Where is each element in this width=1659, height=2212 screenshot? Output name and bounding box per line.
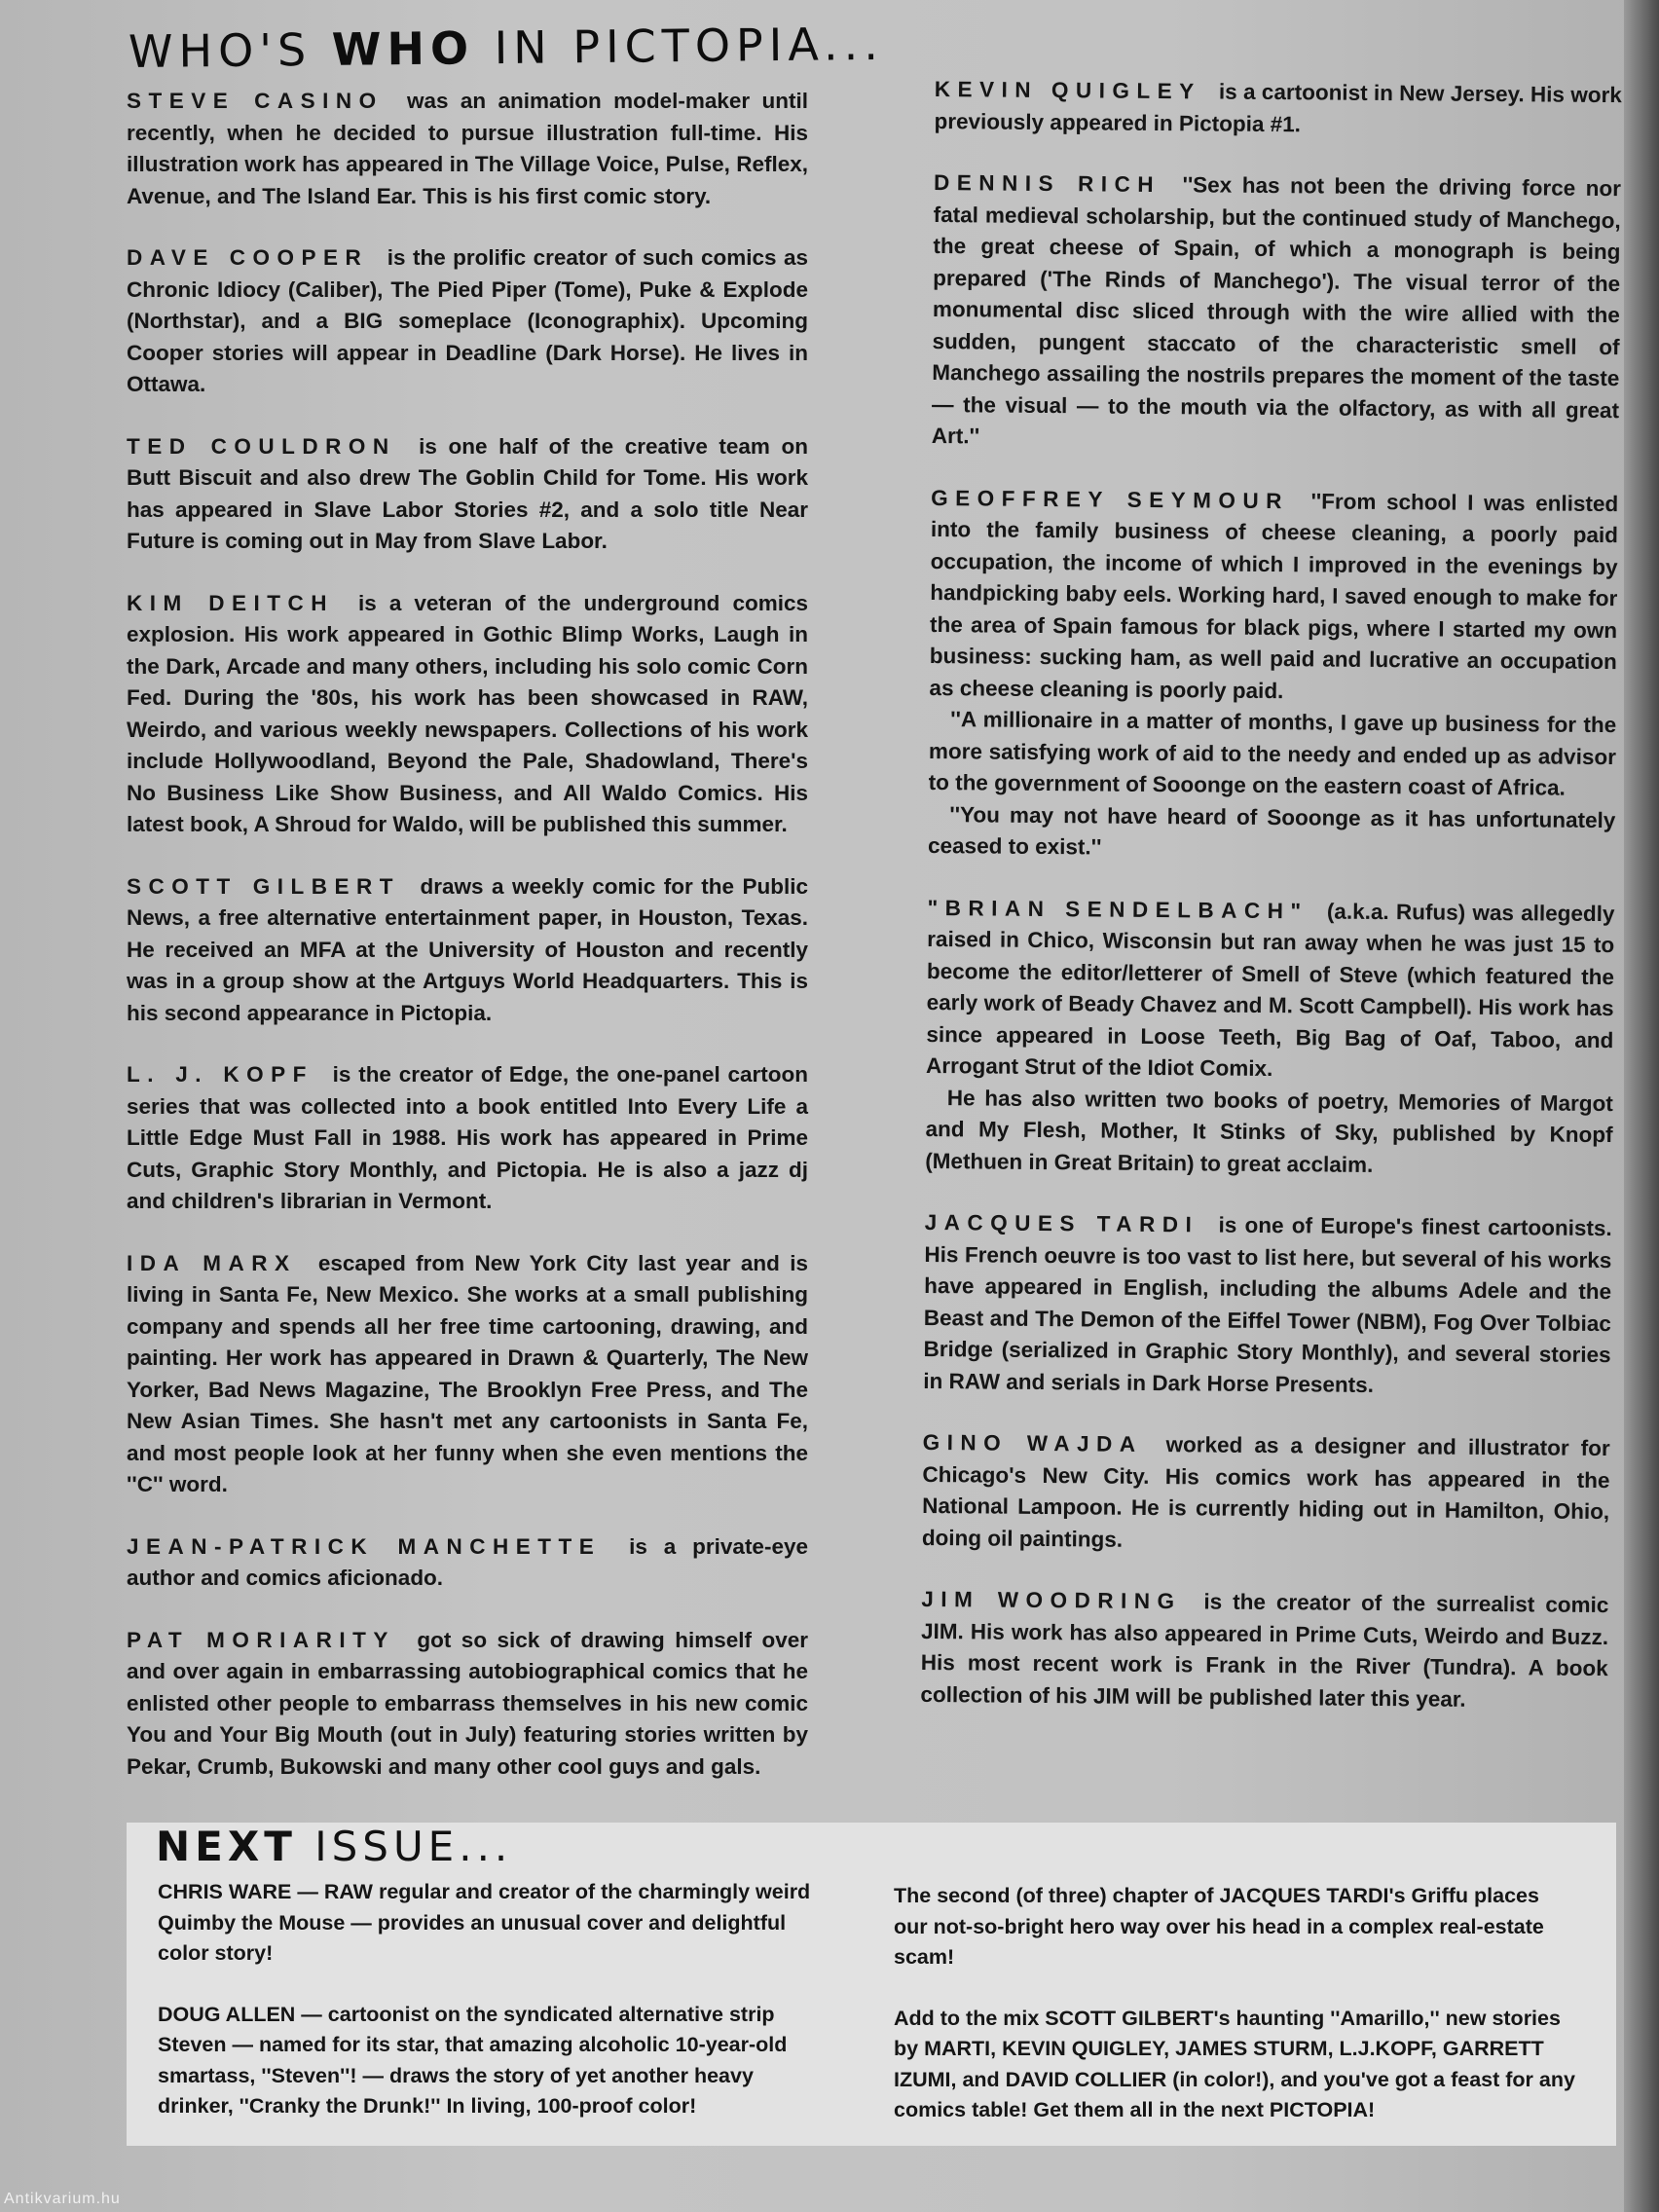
right-column <box>920 74 1622 1747</box>
bio-name: JACQUES TARDI <box>924 1209 1199 1237</box>
bio-kim-deitch <box>127 588 808 841</box>
page-edge-shadow <box>1624 0 1659 2212</box>
bio-text: draws a weekly comic for the Public News, a free alternative entertainment paper, in Houston, Texas. He received an MFA at the University of Houston and recently was in a group show at the Artguys World Headquarters. This is his second appearance in Pictopia. <box>127 873 808 1025</box>
bio-name: KEVIN QUIGLEY <box>934 76 1201 104</box>
bio-text: is the prolific creator of such comics as Chronic Idiocy (Caliber), The Pied Piper (Tome), Puke & Explode (Northstar), and a BIG someplace (Iconographix). Upcoming Cooper stories will appear in Deadline (Dark Horse). He lives in Ottawa. <box>127 245 809 396</box>
bio-jean-patrick-manchette <box>127 1531 808 1595</box>
bio-name: JEAN-PATRICK MANCHETTE <box>127 1533 602 1559</box>
next-issue-item: The second (of three) chapter of JACQUES TARDI's Griffu places our not-so-bright hero way over his head in a complex real-estate scam! <box>894 1884 1544 1969</box>
bio-dave-cooper <box>127 242 808 401</box>
bio-name: GEOFFREY SEYMOUR <box>931 485 1290 513</box>
bio-name: "BRIAN SENDELBACH" <box>927 895 1309 923</box>
bio-text: was an animation model-maker until recently, when he decided to pursue illustration full-time. His illustration work has appeared in The Village Voice, Pulse, Reflex, Avenue, and The Island Ear. This is his first comic story. <box>127 89 808 208</box>
bio-text: is one half of the creative team on Butt Biscuit and also drew The Goblin Child for Tome. His work has appeared in Slave Labor Stories #2, and a solo title Near Future is coming out in May from Slave Labor. <box>127 433 808 553</box>
bio-pat-moriarity <box>127 1625 808 1784</box>
bio-name: L. J. KOPF <box>127 1062 313 1087</box>
bio-jacques-tardi <box>923 1207 1612 1403</box>
next-issue-left-column <box>158 1877 830 2153</box>
bio-text: ''Sex has not been the driving force nor fatal medieval scholarship, but the continued study of Manchego, the great cheese of Spain, of which a monograph is being prepared ('The Rinds of Manchego'). The visual terror of the monumental disc sliced through with the wire allied with the sudden, pungent staccato of the characteristic smell of Manchego assailing the nostrils prepares the moment of the taste — the visual — to the mouth via the olfactory, as with all great Art.'' <box>931 172 1622 449</box>
page-title <box>129 18 884 78</box>
bio-text: is one of Europe's finest cartoonists. His French oeuvre is too vast to list here, but several of his works have appeared in English, including the albums Adele and the Beast and The Demon of the Eiffel Tower (NBM), Fog Over Tolbiac Bridge (serialized in Graphic Story Monthly), and several stories in RAW and serials in Dark Horse Presents. <box>923 1212 1612 1397</box>
next-issue-title <box>156 1823 512 1870</box>
bio-name: STEVE CASINO <box>127 89 384 113</box>
bio-name: PAT MORIARITY <box>127 1627 395 1652</box>
bio-name: JIM WOODRING <box>921 1586 1182 1614</box>
bio-text: is the creator of Edge, the one-panel cartoon series that was collected into a book entitled Into Every Life a Little Edge Must Fall in 1988. His work has appeared in Prime Cuts, Graphic Story Monthly, and Pictopia. He is also a jazz dj and children's librarian in Vermont. <box>127 1062 808 1213</box>
bio-name: IDA MARX <box>127 1250 297 1275</box>
title-part-2: WHO <box>331 21 475 76</box>
bio-name: DENNIS RICH <box>933 169 1161 198</box>
next-issue-item: CHRIS WARE — RAW regular and creator of the charmingly weird Quimby the Mouse — provides an unusual cover and delightful color story! <box>158 1880 811 1965</box>
bio-steve-casino <box>127 86 808 212</box>
next-issue-item: Add to the mix SCOTT GILBERT's haunting ''Amarillo,'' new stories by MARTI, KEVIN QUIGLEY, JAMES STURM, L.J.KOPF, GARRETT IZUMI, and DAVID COLLIER (in color!), and you've got a feast for any comics table! Get them all in the next PICTOPIA! <box>894 2006 1575 2121</box>
bio-name: SCOTT GILBERT <box>127 873 400 899</box>
left-column <box>127 86 808 1813</box>
bio-scott-gilbert <box>127 871 808 1030</box>
title-part-3: IN PICTOPIA... <box>494 17 885 75</box>
bio-name: KIM DEITCH <box>127 590 335 615</box>
bio-jim-woodring <box>920 1584 1608 1716</box>
bio-text: is the creator of the surrealist comic JIM. His work has also appeared in Prime Cuts, Weirdo and Buzz. His most recent work is Frank in the River (Tundra). A book collection of his JIM will be published later this year. <box>920 1589 1609 1712</box>
next-issue-right-column <box>894 1881 1575 2157</box>
bio-name: TED COULDRON <box>127 433 396 459</box>
bio-paragraph: ''A millionaire in a matter of months, I gave up business for the more satisfying work of aid to the needy and ended up as advisor to the government of Sooonge on the eastern coast of Africa. <box>928 707 1617 800</box>
bio-ida-marx <box>127 1248 808 1501</box>
bio-text: got so sick of drawing himself over and over again in embarrassing autobiographical comics that he enlisted other people to embarrass themselves in his new comic You and Your Big Mouth (out in July) featuring stories written by Pekar, Crumb, Bukowski and many other cool guys and gals. <box>127 1627 808 1779</box>
next-title-part-2: ISSUE... <box>314 1823 513 1870</box>
bio-dennis-rich <box>932 167 1622 459</box>
bio-gino-wajda <box>922 1427 1610 1560</box>
title-part-1: WHO'S <box>128 23 313 78</box>
bio-lj-kopf <box>127 1059 808 1218</box>
bio-text: is a veteran of the underground comics explosion. His work appeared in Gothic Blimp Works, Laugh in the Dark, Arcade and many others, including his solo comic Corn Fed. During the '80s, his work has been showcased in RAW, Weirdo, and various weekly newspapers. Collections of his work include Hollywoodland, Beyond the Pale, Shadowland, There's No Business Like Show Business, and All Waldo Comics. His latest book, A Shroud for Waldo, will be published this summer. <box>127 590 808 836</box>
bio-text: escaped from New York City last year and is living in Santa Fe, New Mexico. She works at a small publishing company and spends all her free time cartooning, drawing, and painting. Her work has appeared in Drawn & Quarterly, The New Yorker, Bad News Magazine, The Brooklyn Free Press, and The New Asian Times. She hasn't met any cartoonists in Santa Fe, and most people look at her funny when she even mentions the ''C'' word. <box>127 1250 808 1496</box>
bio-name: GINO WAJDA <box>922 1429 1143 1456</box>
bio-text: worked as a designer and illustrator for Chicago's New City. His comics work has appeared in the National Lampoon. He is currently hiding out in Hamilton, Ohio, doing oil paintings. <box>921 1432 1610 1552</box>
watermark: Antikvarium.hu <box>4 2191 121 2207</box>
next-issue-box <box>127 1823 1616 2146</box>
bio-kevin-quigley <box>934 74 1622 143</box>
next-issue-item: DOUG ALLEN — cartoonist on the syndicated alternative strip Steven — named for its star, that amazing alcoholic 10-year-old smartass, ''Steven''! — draws the story of yet another heavy drinker, ''Cranky the Drunk!'' In living, 100-proof color! <box>158 2002 788 2118</box>
bio-brian-sendelbach <box>925 892 1615 1183</box>
bio-text: is a private-eye author and comics aficionado. <box>127 1533 808 1590</box>
bio-text: (a.k.a. Rufus) was allegedly raised in Chico, Wisconsin but ran away when he was just 15 to become the editor/letterer of Smell of Steve (which featured the early work of Beady Chavez and M. Scott Campbell). His work has since appeared in Loose Teeth, Big Bag of Oaf, Taboo, and Arrogant Strut of the Idiot Comix. <box>926 899 1615 1082</box>
bio-ted-couldron <box>127 431 808 558</box>
next-title-part-1: NEXT <box>156 1823 297 1870</box>
bio-text: is a cartoonist in New Jersey. His work previously appeared in Pictopia #1. <box>934 79 1622 136</box>
bio-name: DAVE COOPER <box>127 245 369 270</box>
bio-text: ''From school I was enlisted into the family business of cheese cleaning, a poorly paid occupation, the income of which I improved in the evenings by handpicking baby eels. Working hard, I saved enough to make for the area of Spain famous for black pigs, where I started my own business: sucking ham, as well paid and lucrative an occupation as cheese cleaning is poorly paid. <box>929 488 1619 703</box>
bio-geoffrey-seymour <box>928 482 1618 867</box>
bio-paragraph: He has also written two books of poetry, Memories of Margot and My Flesh, Mother, It Stinks of Sky, published by Knopf (Methuen in Great Britain) to great acclaim. <box>925 1085 1613 1177</box>
bio-paragraph: ''You may not have heard of Sooonge as it has unfortunately ceased to exist.'' <box>927 801 1616 860</box>
